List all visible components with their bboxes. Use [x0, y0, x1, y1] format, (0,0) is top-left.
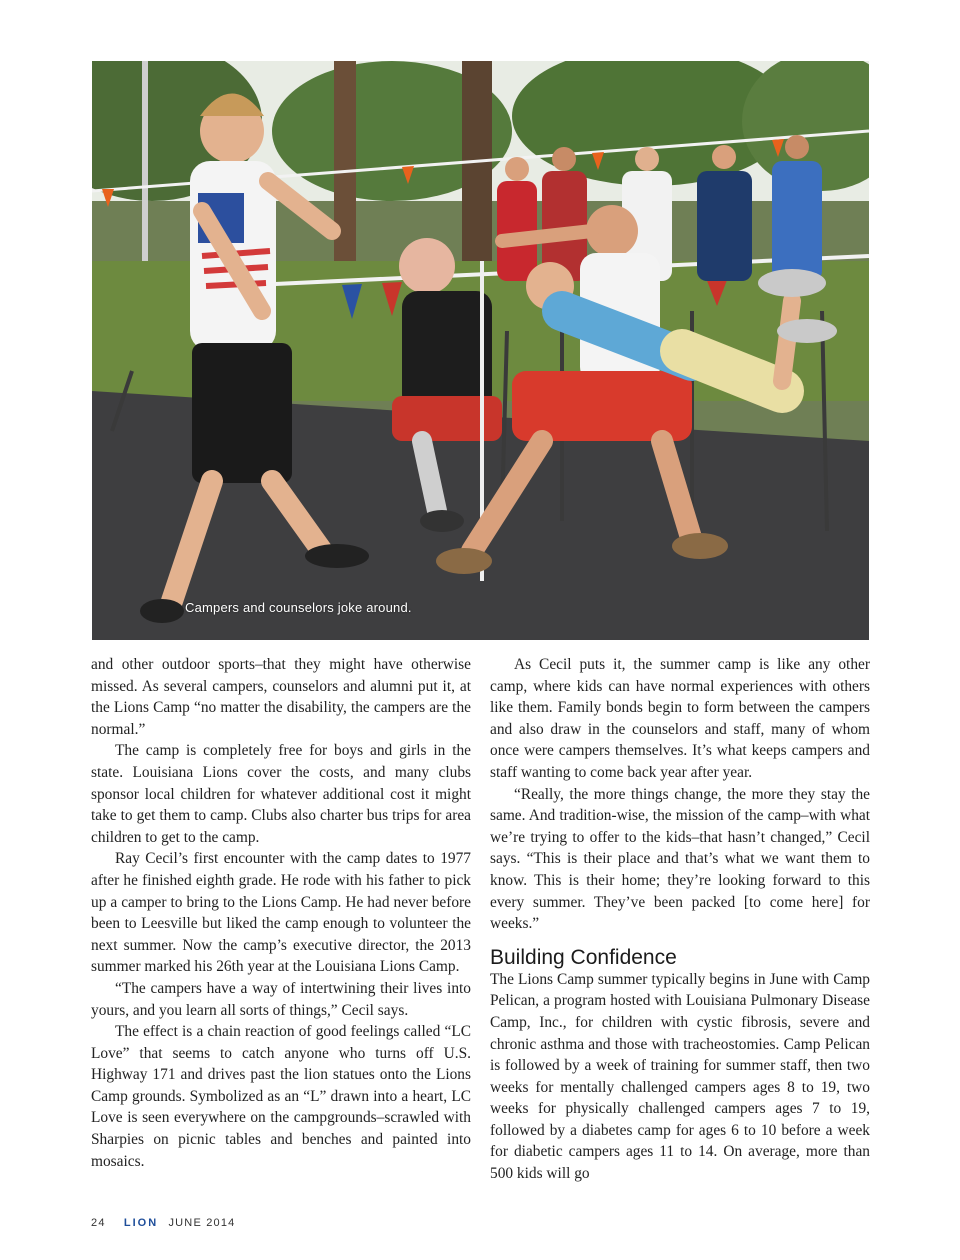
left-paragraph-3: Ray Cecil’s first encounter with the camp dates to 1977 after he finished eighth grade. He rode with his father to pick up a camper to bring to the Lions Camp. He had never before been to Leesville but liked the camp enough to volunteer the next summer. Now the camp’s executive director, the 2013 summer marked his 26th year at the Louisiana Lions Camp.	[91, 850, 471, 976]
right-column	[490, 654, 870, 1185]
issue-date: JUNE 2014	[168, 1217, 236, 1229]
left-paragraph-4: “The campers have a way of intertwining their lives into yours, and you learn all sorts of things,” Cecil says.	[91, 979, 471, 1019]
right-paragraph-1: As Cecil puts it, the summer camp is like any other camp, where kids can have normal experiences with others like them. Family bonds begin to form between the campers and also draw in the counselors and staff, many of whom once were campers themselves. It’s what keeps campers and staff wanting to come back year after year.	[490, 656, 870, 781]
magazine-name: LION	[123, 1217, 159, 1229]
page-number: 24	[91, 1217, 106, 1229]
section-heading: Building Confidence	[490, 945, 677, 969]
photo-caption: Campers and counselors joke around.	[185, 600, 412, 615]
left-paragraph-5: The effect is a chain reaction of good feelings called “LC Love” that seems to catch anyone who turns off U.S. Highway 171 and drives past the lion statues onto the Lions Camp grounds. Symbolized as an “L” drawn into a heart, LC Love is seen everywhere on the campgrounds–scrawled with Sharpies on picnic tables and benches and painted into mosaics.	[91, 1023, 471, 1170]
right-paragraph-2: “Really, the more things change, the more they stay the same. And tradition-wise, the mission of the camp–with what we’re trying to offer to the kids–that hasn’t changed,” Cecil says. “This is their place and that’s what we want them to know. This is their home; they’re looking forward to this every summer. They’ve been packed [to come here] for weeks.”	[490, 785, 870, 933]
camp-photo-illustration	[92, 61, 869, 640]
right-paragraph-3: The Lions Camp summer typically begins in June with Camp Pelican, a program hosted with Louisiana Pulmonary Disease Camp, Inc., for children with cystic fibrosis, severe and chronic asthma and those with tracheostomies. Camp Pelican is followed by a week of training for summer staff, then two weeks for mentally challenged campers ages 8 to 19, two weeks for physically challenged campers ages 7 to 19, followed by a diabetes camp for ages 6 to 10 before a week for diabetic campers ages 11 to 14. On average, more than 500 kids will go	[490, 970, 870, 1183]
left-column	[91, 654, 471, 1172]
camp-photo	[92, 61, 869, 640]
left-paragraph-2: The camp is completely free for boys and girls in the state. Louisiana Lions cover the costs, and many clubs sponsor local children for whatever additional cost it might take to get them to camp. Clubs also charter bus trips for area children to get to the camp.	[91, 742, 471, 846]
page-footer	[91, 1217, 236, 1229]
left-paragraph-1: and other outdoor sports–that they might have otherwise missed. As several campers, counselors and alumni put it, at the Lions Camp “no matter the disability, the campers are the normal.”	[91, 656, 471, 738]
